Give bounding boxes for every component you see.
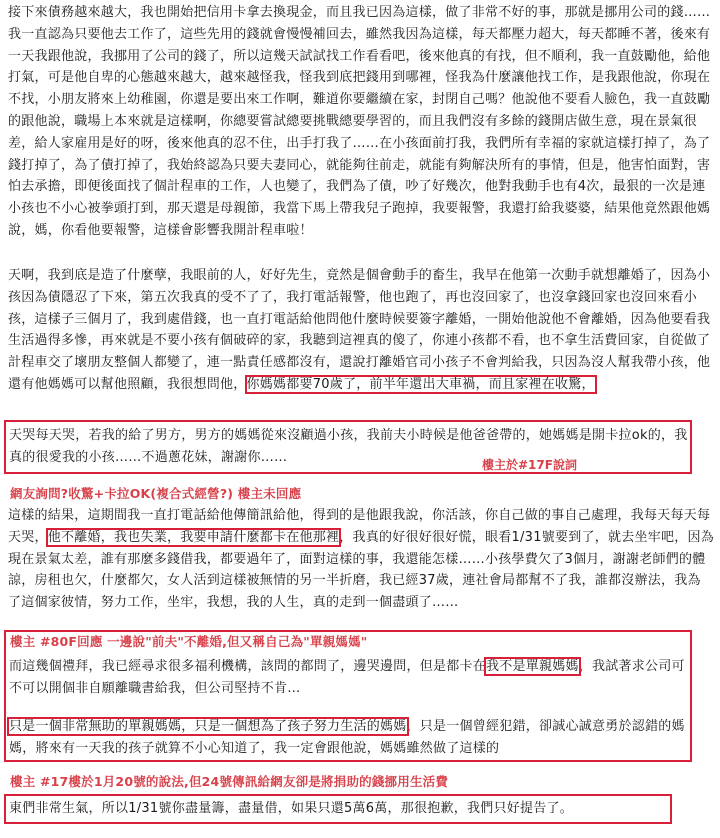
signature-17f: 樓主於#17F說詞 (482, 458, 577, 472)
paragraph-lawsuit: 東們非常生氣，所以1/31號你盡量籌，盡量借，如果只還5萬6萬，那很抱歉，我們只好提告了。 (9, 801, 573, 816)
annotation-17f-contradiction: 樓主 #17樓於1月20號的說法,但24號傳訊給網友卻是將捐助的錢挪用生活費 (10, 774, 449, 789)
consequence-text-a: 這樣的結果，這期間我一直打電話給他傳簡訊給他，得到的是他跟我說，你活該，你自己做的事自己處理，我每天每天每天哭， (8, 508, 711, 545)
paragraph-welfare (9, 656, 689, 700)
annotation-netizen-question: 網友詢問?收驚+卡拉OK(複合式經營?) 樓主未回應 (10, 486, 302, 501)
helpless-mom-text: ，只是一個曾經犯錯，卻誠心誠意勇於認錯的媽媽，將來有一天我的孩子就算不小心知道了，我一定會跟他說，媽媽雖然做了這樣的 (9, 719, 685, 756)
highlight-helpless-single-mom: 只是一個非常無助的單親媽媽，只是一個想為了孩子努力生活的媽媽 (9, 719, 407, 734)
annotation-80f: 樓主 #80F回應 一邊說"前夫"不離婚,但又稱自己為"單親媽媽" (10, 634, 368, 649)
paragraph-helpless-mom (9, 716, 689, 760)
highlight-not-single-mom: 我不是單親媽媽 (486, 659, 579, 674)
paragraph-divorce (8, 265, 714, 396)
paragraph-divorce-text: 天啊，我到底是造了什麼孽，我眼前的人，好好先生，竟然是個會動手的畜生，我早在他第一次動手就想離婚了，因為小孩因為債隱忍了下來，第五次我真的受不了了，我打電話報警，他也跑了，再也沒回家了，也沒拿錢回家也沒回來看小孩，這樣子三個月了，我到處借錢，也一直打電話給他問他什麼時候要簽字離婚，一開始他說他不會離婚，因為他要看我生活過得多慘，再來就是不要小孩有個破碎的家，我聽到這裡真的傻了，你連小孩都不看，也不拿生活費回家，自從做了計程車交了壞朋友整個人都變了，連一點責任感都沒有，還說打離婚官司小孩子不會判給我，只因為沒人幫我帶小孩，他還有他媽媽可以幫他照顧，我很想問他， (8, 268, 711, 392)
paragraph-consequence (8, 505, 714, 614)
welfare-text-b: ，我試著求公司可不可以開個非自願離職書給我，但公司堅持不肯… (9, 659, 685, 696)
paragraph-child-care: 天哭每天哭，若我的給了男方，男方的媽媽從來沒顧過小孩，我前夫小時候是他爸爸帶的，她媽媽是開卡拉ok的，我真的很愛我的小孩……不過蔥花妹，謝謝你…… (9, 428, 688, 465)
highlight-mother-age: 你媽媽都要70歲了，前半年還出大車禍，而且家裡在收驚， (246, 376, 595, 392)
welfare-text-a: 而這幾個禮拜，我已經尋求很多福利機構，該問的都問了，邊哭邊問，但是都卡在 (9, 659, 487, 674)
consequence-text-b: ，我真的好很好很好慌，眼看1/31號要到了，就去坐牢吧，因為現在景氣太差，誰有那麼多錢借我，都要過年了，面對這樣的事，我還能怎樣……小孩學費欠了3個月，謝謝老師們的體諒，房租也欠，什麼都欠，女人活到這樣被無情的另一半折磨，我已經37歲，連社會局都幫不了我，誰都沒辦法，我為了這個家彼情，努力工作，坐牢，我想，我的人生，真的走到一個盡頭了…… (8, 529, 714, 611)
highlight-no-divorce: 他不離婚，我也失業，我要申請什麼都卡在他那裡 (47, 529, 340, 545)
paragraph-debt-story: 接下來債務越來越大，我也開始把信用卡拿去換現金，而且我已因為這樣，做了非常不好的事，那就是挪用公司的錢……我一直認為只要他去工作了，這些先用的錢就會慢慢補回去，雖然我因為這樣，每天都壓力超大，每天都睡不著，後來有一天我跟他說，我挪用了公司的錢了，所以這幾天試試找工作看看吧，後來他真的有找，但不順利，我一直鼓勵他，給他打氣，可是他自卑的心態越來越大，越來越怪我，怪我到底把錢用到哪裡，怪我為什麼讓他找工作，是我跟他說，你現在不找，小朋友將來上幼稚園，你還是要出來工作啊，難道你要繼續在家，封閉自己嗎？他說他不要看人臉色，我一直鼓勵的跟他說，職場上本來就是這樣啊，你總要嘗試總要挑戰總要學習的，而且我們沒有多餘的錢開店做生意，現在景氣很差，給人家雇用是好的呀，後來他真的忍不住，出手打我了……在小孩面前打我，我們所有幸福的家就這樣打掉了，為了錢打掉了，為了債打掉了，我始終認為只要夫妻同心，就能夠往前走，就能有夠解決所有的事情，但是，他害怕面對，害怕去承擔，即便後面找了個計程車的工作，人也變了，我們為了債，吵了好幾次，他對我動手也有4次，最狠的一次是連小孩也不小心被拳頭打到，那天還是母親節，我當下馬上帶我兒子跑掉，我要報警，我還打給我婆婆，結果他竟然跟他媽說，媽，你看他要報警，這樣會影響我開計程車啦！ (8, 5, 711, 238)
